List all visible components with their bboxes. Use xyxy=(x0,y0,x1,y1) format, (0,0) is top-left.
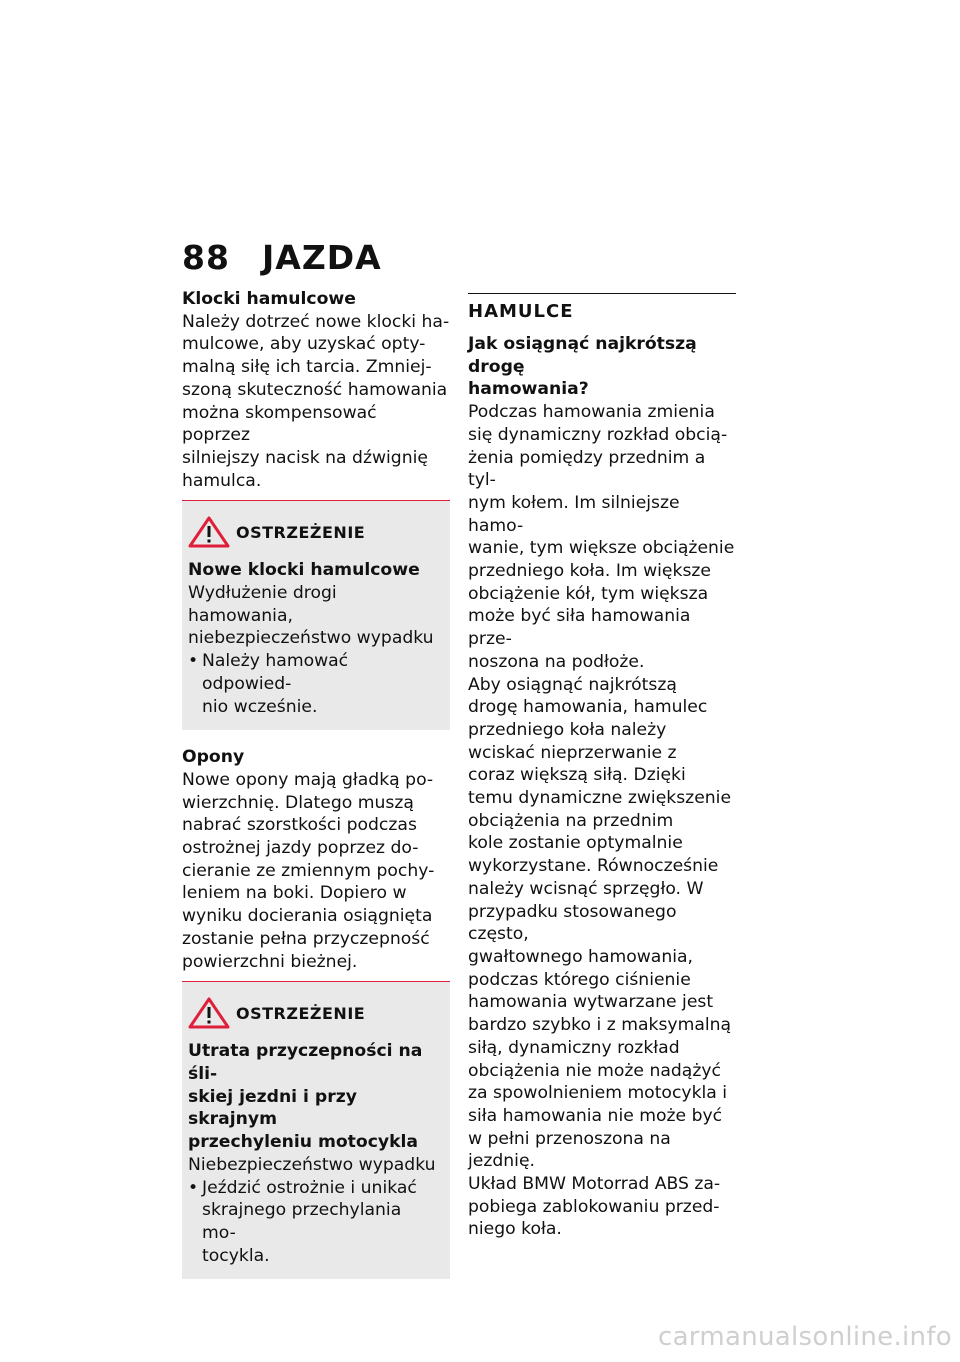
bullet-line: nio wcześnie. xyxy=(202,696,318,717)
body-line: coraz większą siłą. Dzięki xyxy=(468,765,686,786)
body-line: Aby osiągnąć najkrótszą xyxy=(468,674,677,695)
body-line: hamowania wytwarzane jest xyxy=(468,992,714,1013)
warning-header xyxy=(188,515,438,549)
body-line: przedniego koła należy xyxy=(468,719,667,740)
body-line: przypadku stosowanego często, xyxy=(468,901,677,945)
body-line: obciążenie kół, tym większa xyxy=(468,583,709,604)
brake-pads-line: szoną skuteczność hamowania xyxy=(182,379,448,400)
body-line: siła hamowania nie może być xyxy=(468,1105,723,1126)
body-line: Podczas hamowania zmienia xyxy=(468,402,715,423)
warning-line: Wydłużenie drogi hamowania, xyxy=(188,583,337,626)
tyres-line: Nowe opony mają gładką po- xyxy=(182,769,434,790)
body-line: pobiega zablokowaniu przed- xyxy=(468,1196,720,1217)
body-line: Układ BMW Motorrad ABS za- xyxy=(468,1174,721,1195)
left-column xyxy=(182,288,450,1279)
bullet-text xyxy=(202,1177,438,1268)
body-line: nym kołem. Im silniejsze hamo- xyxy=(468,492,680,536)
question-heading-line: Jak osiągnąć najkrótszą drogę xyxy=(468,334,697,377)
warning-bullet xyxy=(188,1177,438,1268)
body-line: należy wcisnąć sprzęgło. W xyxy=(468,878,704,899)
brake-pads-section xyxy=(182,288,450,492)
brake-pads-line: można skompensować poprzez xyxy=(182,402,377,446)
warning-triangle-icon xyxy=(188,997,230,1029)
body-line: gwałtownego hamowania, xyxy=(468,946,693,967)
brake-pads-heading: Klocki hamulcowe xyxy=(182,289,356,309)
tyres-line: powierzchni bieżnej. xyxy=(182,951,358,972)
body-line: może być siła hamowania prze- xyxy=(468,606,691,650)
body-line: podczas którego ciśnienie xyxy=(468,969,691,990)
bullet-line: tocykla. xyxy=(202,1245,270,1266)
body-line: w pełni przenoszona na jezdnię. xyxy=(468,1128,671,1172)
tyres-line: wyniku docierania osiągnięta xyxy=(182,906,433,927)
warning-header xyxy=(188,996,438,1030)
tyres-section xyxy=(182,746,450,973)
body-line: wykorzystane. Równocześnie xyxy=(468,856,719,877)
body-line: wanie, tym większe obciążenie xyxy=(468,538,735,559)
section-divider xyxy=(468,293,736,324)
tyres-heading: Opony xyxy=(182,747,245,768)
chapter-title: JAZDA xyxy=(262,238,382,277)
tyres-line: zostanie pełna przyczepność xyxy=(182,928,430,949)
warning-heading-line: skiej jezdni i przy skrajnym xyxy=(188,1086,357,1130)
body-line: noszona na podłoże. xyxy=(468,651,645,672)
brake-pads-line: mulcowe, aby uzyskać opty- xyxy=(182,334,426,355)
body-line: za spowolnieniem motocykla i xyxy=(468,1083,728,1104)
body-line: obciążenia nie może nadążyć xyxy=(468,1060,721,1081)
warning-label: OSTRZEŻENIE xyxy=(236,1003,366,1023)
warning-label: OSTRZEŻENIE xyxy=(236,522,366,542)
body-line: temu dynamiczne zwiększenie xyxy=(468,788,732,809)
body-line: kole zostanie optymalnie xyxy=(468,833,683,854)
warning-heading-line: przechyleniu motocykla xyxy=(188,1132,419,1153)
tyres-line: nabrać szorstkości podczas xyxy=(182,815,417,836)
brake-pads-line: silniejszy nacisk na dźwignię xyxy=(182,447,428,468)
warning-line: Niebezpieczeństwo wypadku xyxy=(188,1154,436,1175)
brake-pads-line: hamulca. xyxy=(182,470,262,491)
body-line: przedniego koła. Im większe xyxy=(468,561,711,582)
body-line: wciskać nieprzerwanie z xyxy=(468,742,677,763)
body-line: obciążenia na przednim xyxy=(468,810,674,831)
body-line: się dynamiczny rozkład obcią- xyxy=(468,424,728,445)
body-line: siłą, dynamiczny rozkład xyxy=(468,1037,680,1058)
bullet-line: Jeździć ostrożnie i unikać xyxy=(202,1177,417,1198)
body-line: niego koła. xyxy=(468,1219,562,1240)
bullet-line: Należy hamować odpowied- xyxy=(202,651,349,694)
tyres-line: ostrożnej jazdy poprzez do- xyxy=(182,838,419,859)
tyres-line: leniem na boki. Dopiero w xyxy=(182,883,407,904)
bullet-text xyxy=(202,650,438,718)
warning-line: niebezpieczeństwo wypadku xyxy=(188,628,434,649)
bullet-line: skrajnego przechylania mo- xyxy=(202,1200,402,1243)
section-title: HAMULCE xyxy=(468,301,574,322)
question-heading-line: hamowania? xyxy=(468,379,589,400)
body-line: drogę hamowania, hamulec xyxy=(468,697,708,718)
warning-heading-line: Utrata przyczepności na śli- xyxy=(188,1041,423,1084)
bullet-dot: • xyxy=(188,1177,199,1198)
brake-pads-line: malną siłę ich tarcia. Zmniej- xyxy=(182,357,432,378)
body-line: żenia pomiędzy przednim a tyl- xyxy=(468,447,706,491)
watermark-link[interactable]: carmanualsonline.info xyxy=(657,1322,952,1352)
right-column xyxy=(468,288,736,1241)
bullet-dot: • xyxy=(188,651,199,672)
braking-body xyxy=(468,401,736,1241)
warning-box-traction xyxy=(182,981,450,1279)
warning-bullet xyxy=(188,650,438,718)
page-number: 88 xyxy=(182,238,230,277)
tyres-line: wierzchnię. Dlatego muszą xyxy=(182,792,414,813)
body-line: bardzo szybko i z maksymalną xyxy=(468,1015,732,1036)
warning-box-brake-pads xyxy=(182,500,450,730)
warning-triangle-icon xyxy=(188,516,230,548)
brake-pads-line: Należy dotrzeć nowe klocki ha- xyxy=(182,311,450,332)
tyres-line: cieranie ze zmiennym pochy- xyxy=(182,860,435,881)
warning-heading: Nowe klocki hamulcowe xyxy=(188,560,420,581)
